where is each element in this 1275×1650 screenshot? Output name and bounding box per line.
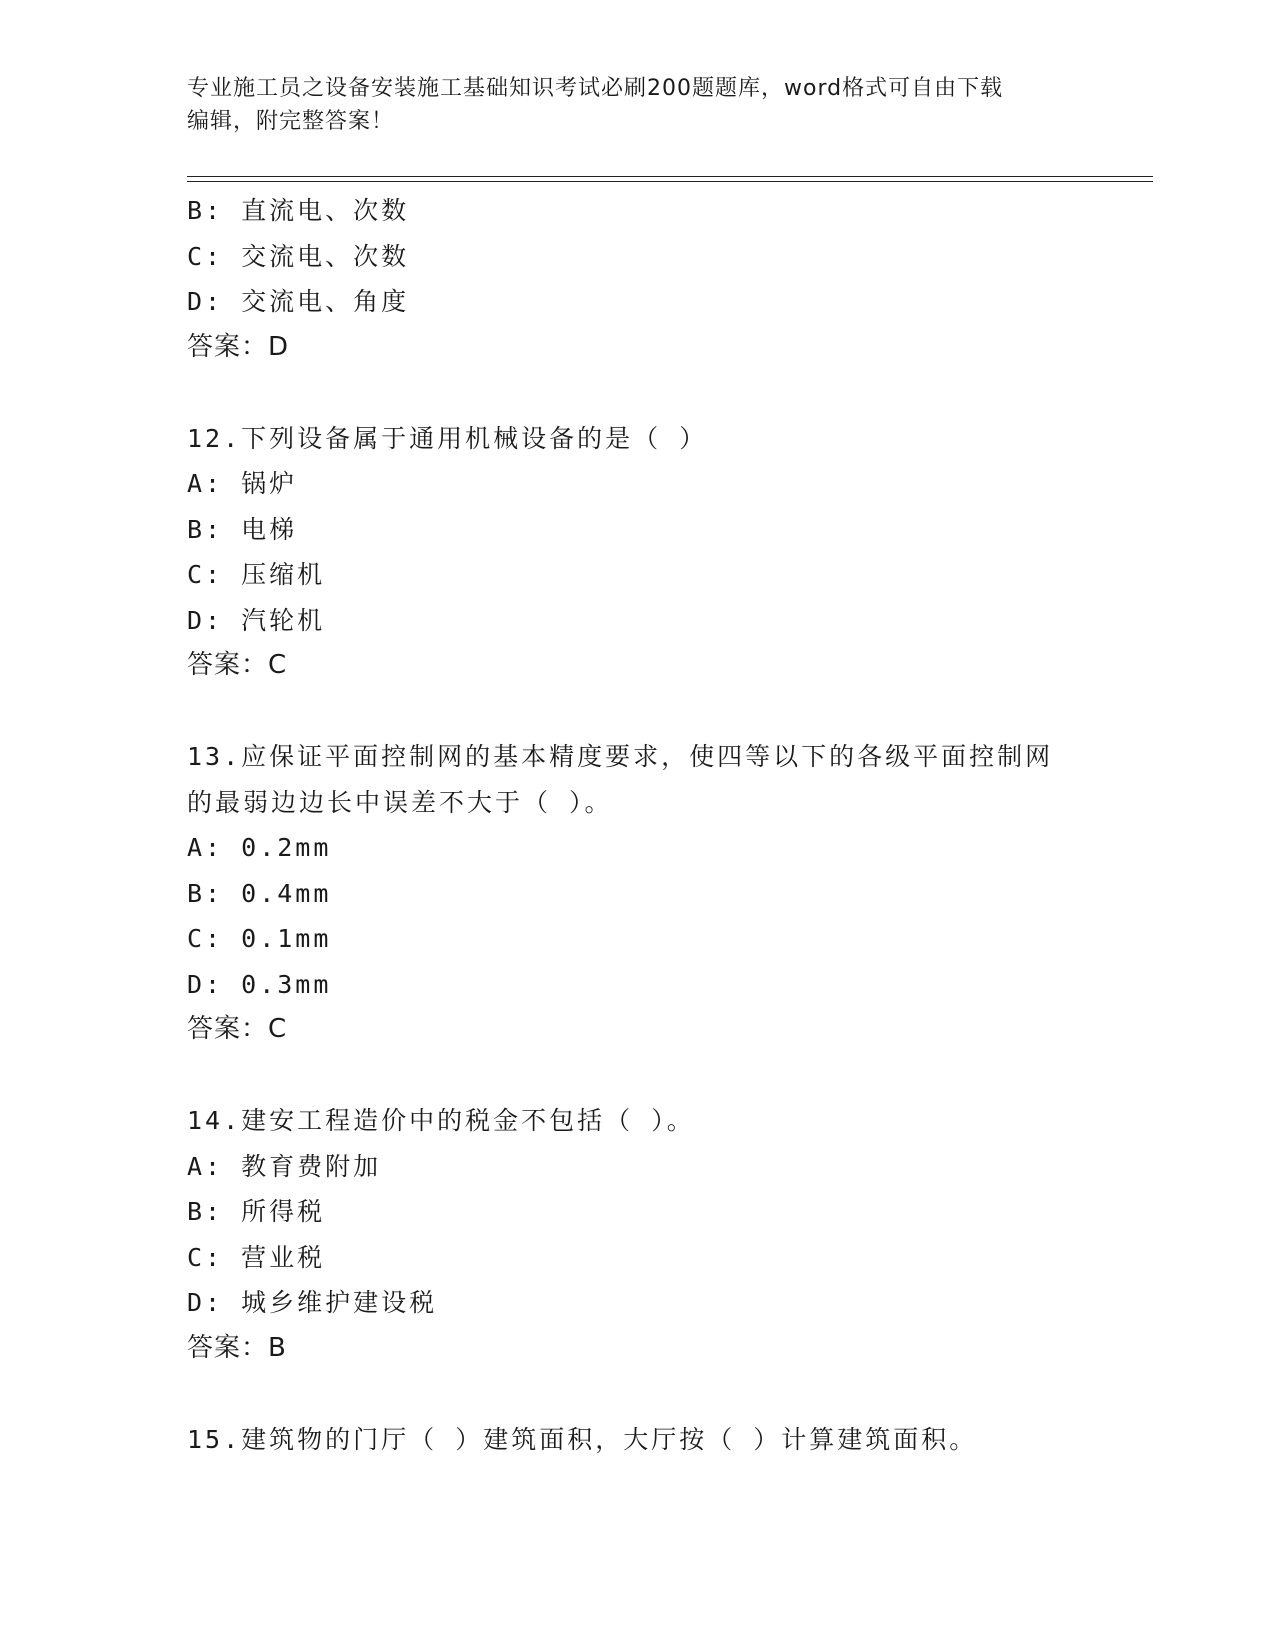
option-a: A: 锅炉 xyxy=(187,469,298,498)
question-14 xyxy=(187,1098,1087,1371)
question-15 xyxy=(187,1417,1087,1463)
option-c: C: 0.1mm xyxy=(187,924,332,953)
option-b: B: 所得税 xyxy=(187,1197,326,1226)
option-c: C: 交流电、次数 xyxy=(187,241,410,271)
question-13 xyxy=(187,734,1087,1053)
answer: 答案：B xyxy=(187,1332,287,1363)
option-a: A: 教育费附加 xyxy=(187,1151,382,1181)
question-11 xyxy=(187,188,1087,370)
option-a: A: 0.2mm xyxy=(187,833,332,862)
header-title-line-2: 编辑，附完整答案！ xyxy=(187,109,395,134)
question-stem-line-2: 的最弱边边长中误差不大于（ ）。 xyxy=(187,787,613,817)
option-b: B: 电梯 xyxy=(187,514,298,544)
question-12 xyxy=(187,416,1087,689)
question-stem: 15.建筑物的门厅（ ）建筑面积，大厅按（ ）计算建筑面积。 xyxy=(187,1424,978,1454)
spacer xyxy=(187,370,1087,416)
option-b: B: 直流电、次数 xyxy=(187,196,410,225)
spacer xyxy=(187,1371,1087,1417)
header-title-line-1: 专业施工员之设备安装施工基础知识考试必刷200题题库，word格式可自由下载 xyxy=(187,76,1004,101)
question-stem-line-1: 13.应保证平面控制网的基本精度要求，使四等以下的各级平面控制网 xyxy=(187,742,1054,771)
answer: 答案：C xyxy=(187,1014,288,1044)
header-divider-bottom xyxy=(187,181,1153,182)
header-divider-top xyxy=(187,176,1153,177)
option-d: D: 交流电、角度 xyxy=(187,287,410,316)
question-list xyxy=(187,188,1087,1462)
question-stem: 12.下列设备属于通用机械设备的是（ ） xyxy=(187,423,708,453)
spacer xyxy=(187,1053,1087,1099)
option-b: B: 0.4mm xyxy=(187,878,332,908)
option-d: D: 汽轮机 xyxy=(187,605,326,635)
spacer xyxy=(187,689,1087,735)
document-header xyxy=(187,72,1067,138)
option-c: C: 营业税 xyxy=(187,1242,326,1272)
answer: 答案：C xyxy=(187,650,288,680)
option-c: C: 压缩机 xyxy=(187,560,326,589)
option-d: D: 城乡维护建设税 xyxy=(187,1288,438,1317)
question-stem: 14.建安工程造价中的税金不包括（ ）。 xyxy=(187,1106,695,1135)
option-d: D: 0.3mm xyxy=(187,969,332,999)
answer: 答案：D xyxy=(187,331,290,362)
